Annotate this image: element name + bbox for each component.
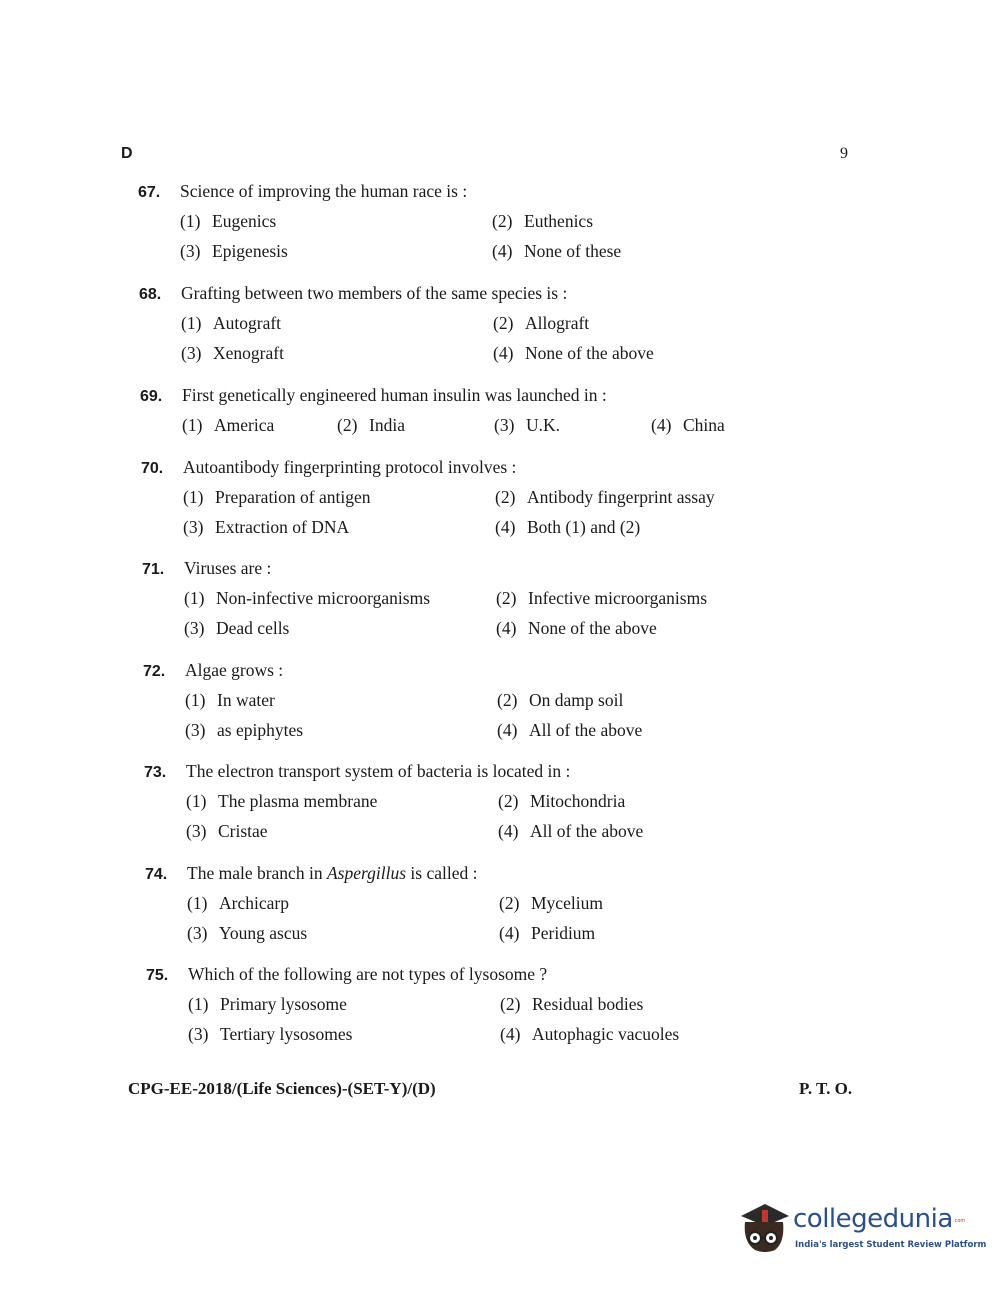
option-text: Preparation of antigen xyxy=(215,487,371,507)
question-text: Viruses are : xyxy=(184,558,272,578)
option-1 xyxy=(187,893,499,923)
option-1 xyxy=(186,791,498,821)
option-number: (2) xyxy=(493,313,514,333)
option-text: China xyxy=(683,415,725,435)
question-number: 67. xyxy=(138,184,161,201)
option-3 xyxy=(188,1024,500,1054)
question-73 xyxy=(144,761,764,851)
question-75 xyxy=(146,964,766,1054)
option-2 xyxy=(500,994,800,1024)
question-text: Autoantibody fingerprinting protocol involves : xyxy=(183,457,517,477)
option-number: (2) xyxy=(498,791,519,811)
option-text: All of the above xyxy=(530,821,644,841)
option-text: Eugenics xyxy=(212,211,277,231)
question-number: 75. xyxy=(146,967,169,984)
question-number: 68. xyxy=(139,286,162,303)
option-text: None of the above xyxy=(525,343,654,363)
option-number: (1) xyxy=(182,415,203,435)
option-number: (1) xyxy=(186,791,207,811)
question-68 xyxy=(139,283,759,373)
question-67 xyxy=(138,181,758,271)
option-text: Tertiary lysosomes xyxy=(220,1024,353,1044)
option-4 xyxy=(492,241,792,271)
option-4 xyxy=(497,720,797,750)
option-3 xyxy=(187,923,499,953)
exam-code: CPG-EE-2018/(Life Sciences)-(SET-Y)/(D) xyxy=(128,1079,436,1098)
question-text-start: The male branch in xyxy=(187,863,327,883)
option-number: (1) xyxy=(188,994,209,1014)
option-number: (3) xyxy=(494,415,515,435)
option-3 xyxy=(494,415,651,445)
option-text: Epigenesis xyxy=(212,241,288,261)
option-number: (2) xyxy=(497,690,518,710)
question-72 xyxy=(143,660,763,750)
option-text: The plasma membrane xyxy=(218,791,378,811)
option-text: Infective microorganisms xyxy=(528,588,707,608)
option-text: Euthenics xyxy=(524,211,594,231)
question-text xyxy=(187,863,477,884)
option-3 xyxy=(186,821,498,851)
question-text: First genetically engineered human insulin was launched in : xyxy=(182,385,607,405)
option-3 xyxy=(181,343,493,373)
option-text: America xyxy=(214,415,275,435)
option-text: Antibody fingerprint assay xyxy=(527,487,715,507)
option-2 xyxy=(492,211,792,241)
option-2 xyxy=(498,791,798,821)
option-4 xyxy=(496,618,796,648)
option-text: None of these xyxy=(524,241,622,261)
option-text: Mycelium xyxy=(531,893,603,913)
option-number: (2) xyxy=(495,487,516,507)
question-number: 74. xyxy=(145,866,168,883)
question-number: 71. xyxy=(142,561,165,578)
option-number: (4) xyxy=(496,618,517,638)
option-text: as epiphytes xyxy=(217,720,304,740)
option-number: (3) xyxy=(180,241,201,261)
option-number: (1) xyxy=(187,893,208,913)
option-text: India xyxy=(369,415,405,435)
collegedunia-watermark xyxy=(735,1198,987,1258)
option-3 xyxy=(185,720,497,750)
option-text: Autograft xyxy=(213,313,282,333)
question-69 xyxy=(140,385,760,445)
option-1 xyxy=(185,690,497,720)
option-4 xyxy=(499,923,799,953)
option-text: U.K. xyxy=(526,415,561,435)
question-text-end: is called : xyxy=(406,863,478,883)
option-1 xyxy=(180,211,492,241)
option-2 xyxy=(499,893,799,923)
option-2 xyxy=(493,313,793,343)
question-71 xyxy=(142,558,762,648)
option-number: (4) xyxy=(498,821,519,841)
option-4 xyxy=(498,821,798,851)
option-number: (3) xyxy=(187,923,208,943)
option-1 xyxy=(184,588,496,618)
option-number: (4) xyxy=(495,517,516,537)
question-set-label: D xyxy=(121,145,133,162)
question-text: Science of improving the human race is : xyxy=(180,181,468,201)
option-number: (4) xyxy=(497,720,518,740)
question-number: 73. xyxy=(144,764,167,781)
option-text: On damp soil xyxy=(529,690,624,710)
question-number: 72. xyxy=(143,663,166,680)
option-text: None of the above xyxy=(528,618,657,638)
option-4 xyxy=(493,343,793,373)
option-text: In water xyxy=(217,690,275,710)
option-number: (2) xyxy=(492,211,513,231)
option-number: (2) xyxy=(337,415,358,435)
option-number: (2) xyxy=(499,893,520,913)
brand-name: collegedunia xyxy=(793,1204,953,1234)
option-text: All of the above xyxy=(529,720,643,740)
question-text: Algae grows : xyxy=(185,660,284,680)
option-number: (3) xyxy=(188,1024,209,1044)
option-1 xyxy=(188,994,500,1024)
question-number: 70. xyxy=(141,460,164,477)
option-number: (4) xyxy=(651,415,672,435)
question-70 xyxy=(141,457,761,547)
option-4 xyxy=(651,415,801,445)
option-text: Young ascus xyxy=(219,923,308,943)
option-1 xyxy=(181,313,493,343)
option-number: (3) xyxy=(186,821,207,841)
option-number: (4) xyxy=(492,241,513,261)
brand-tagline: India's largest Student Review Platform xyxy=(795,1240,987,1250)
option-2 xyxy=(496,588,796,618)
option-number: (1) xyxy=(180,211,201,231)
option-2 xyxy=(497,690,797,720)
option-text: Both (1) and (2) xyxy=(527,517,641,537)
option-3 xyxy=(180,241,492,271)
option-number: (4) xyxy=(493,343,514,363)
question-74 xyxy=(145,863,765,953)
option-1 xyxy=(182,415,337,445)
option-1 xyxy=(183,487,495,517)
option-2 xyxy=(337,415,494,445)
option-text: Xenograft xyxy=(213,343,284,363)
option-number: (2) xyxy=(500,994,521,1014)
option-text: Cristae xyxy=(218,821,268,841)
option-number: (2) xyxy=(496,588,517,608)
option-number: (3) xyxy=(185,720,206,740)
option-text: Primary lysosome xyxy=(220,994,347,1014)
option-text: Dead cells xyxy=(216,618,290,638)
option-number: (3) xyxy=(181,343,202,363)
option-4 xyxy=(495,517,795,547)
option-text: Extraction of DNA xyxy=(215,517,350,537)
option-number: (1) xyxy=(181,313,202,333)
option-3 xyxy=(183,517,495,547)
question-text: Which of the following are not types of lysosome ? xyxy=(188,964,548,984)
option-number: (3) xyxy=(183,517,204,537)
question-text: Grafting between two members of the same species is : xyxy=(181,283,568,303)
option-number: (4) xyxy=(499,923,520,943)
option-number: (4) xyxy=(500,1024,521,1044)
genus-name: Aspergillus xyxy=(326,863,407,883)
option-text: Peridium xyxy=(531,923,596,943)
option-text: Autophagic vacuoles xyxy=(532,1024,680,1044)
option-2 xyxy=(495,487,795,517)
option-number: (1) xyxy=(184,588,205,608)
option-text: Residual bodies xyxy=(532,994,644,1014)
option-number: (3) xyxy=(184,618,205,638)
option-number: (1) xyxy=(183,487,204,507)
option-4 xyxy=(500,1024,800,1054)
please-turn-over: P. T. O. xyxy=(799,1079,853,1098)
option-text: Non-infective microorganisms xyxy=(216,588,430,608)
question-number: 69. xyxy=(140,388,163,405)
option-3 xyxy=(184,618,496,648)
question-text: The electron transport system of bacteria is located in : xyxy=(186,761,571,781)
option-number: (1) xyxy=(185,690,206,710)
brand-suffix: .com xyxy=(953,1218,966,1224)
mascot-graduation-cap-icon xyxy=(735,1198,793,1256)
page-number: 9 xyxy=(840,145,848,162)
option-text: Mitochondria xyxy=(530,791,626,811)
option-text: Archicarp xyxy=(219,893,289,913)
option-text: Allograft xyxy=(525,313,590,333)
